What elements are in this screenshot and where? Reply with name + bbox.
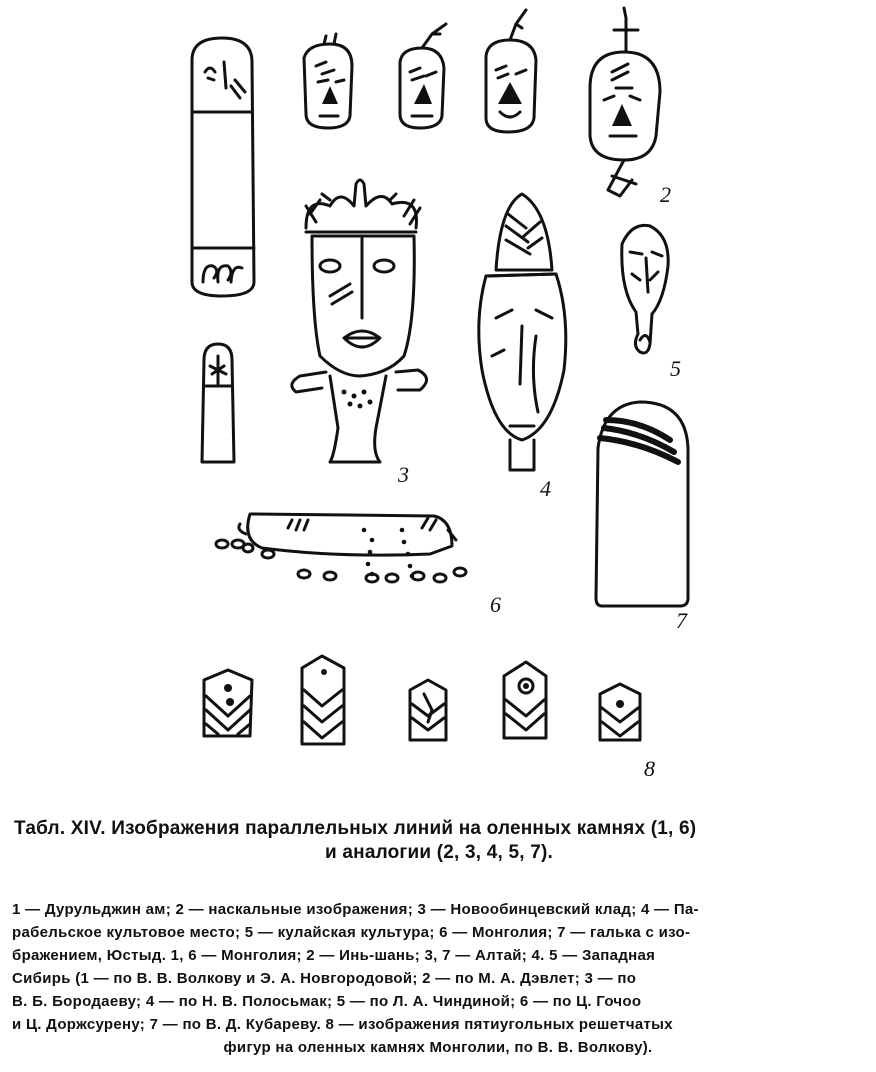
caption-title bbox=[14, 817, 864, 865]
panel-number-8: 8 bbox=[644, 756, 655, 781]
caption-line: и Ц. Доржсурену; 7 — по В. Д. Кубареву. 8 — изображения пятиугольных решетчатых bbox=[12, 1016, 673, 1033]
panel-number-3: 3 bbox=[398, 462, 409, 487]
pentagon-lattice-icon bbox=[204, 656, 655, 781]
deer-stone-1-icon bbox=[192, 38, 254, 296]
caption-title-line-1: Табл. XIV. Изображения параллельных линий на оленных камнях (1, 6) bbox=[14, 818, 697, 839]
panel-number-7: 7 bbox=[676, 608, 687, 633]
panel-number-2: 2 bbox=[660, 182, 671, 207]
wooden-mask-icon bbox=[479, 194, 566, 501]
caption-line: 1 — Дурульджин ам; 2 — наскальные изображения; 3 — Новообинцевский клад; 4 — Па- bbox=[12, 901, 699, 918]
caption-line: фигур на оленных камнях Монголии, по В. В. Волкову). bbox=[223, 1039, 653, 1056]
pebble-stripes-icon bbox=[596, 402, 688, 633]
caption-line: В. Б. Бородаеву; 4 — по Н. В. Полосьмак; 5 — по Л. А. Чиндиной; 6 — по Ц. Гочоо bbox=[12, 993, 642, 1010]
caption-line: бражением, Юстыд. 1, 6 — Монголия; 2 — Инь-шань; 3, 7 — Алтай; 4. 5 — Западная bbox=[12, 947, 656, 964]
bronze-figure-icon bbox=[292, 180, 427, 487]
deer-stone-6-icon bbox=[216, 514, 501, 617]
caption-body bbox=[12, 898, 864, 1059]
small-figure-icon bbox=[202, 344, 234, 462]
panel-number-4: 4 bbox=[540, 476, 551, 501]
caption-line: Сибирь (1 — по В. В. Волкову и Э. А. Новгородовой; 2 — по М. А. Дэвлет; 3 — по bbox=[12, 970, 637, 987]
panel-number-6: 6 bbox=[490, 592, 501, 617]
panel-number-5: 5 bbox=[670, 356, 681, 381]
caption-title-line-2: и аналогии (2, 3, 4, 5, 7). bbox=[325, 842, 553, 863]
rock-face-icon bbox=[304, 8, 671, 207]
pebble-face-icon bbox=[622, 225, 681, 381]
caption-line: рабельское культовое место; 5 — кулайская культура; 6 — Монголия; 7 — галька с изо- bbox=[12, 924, 691, 941]
